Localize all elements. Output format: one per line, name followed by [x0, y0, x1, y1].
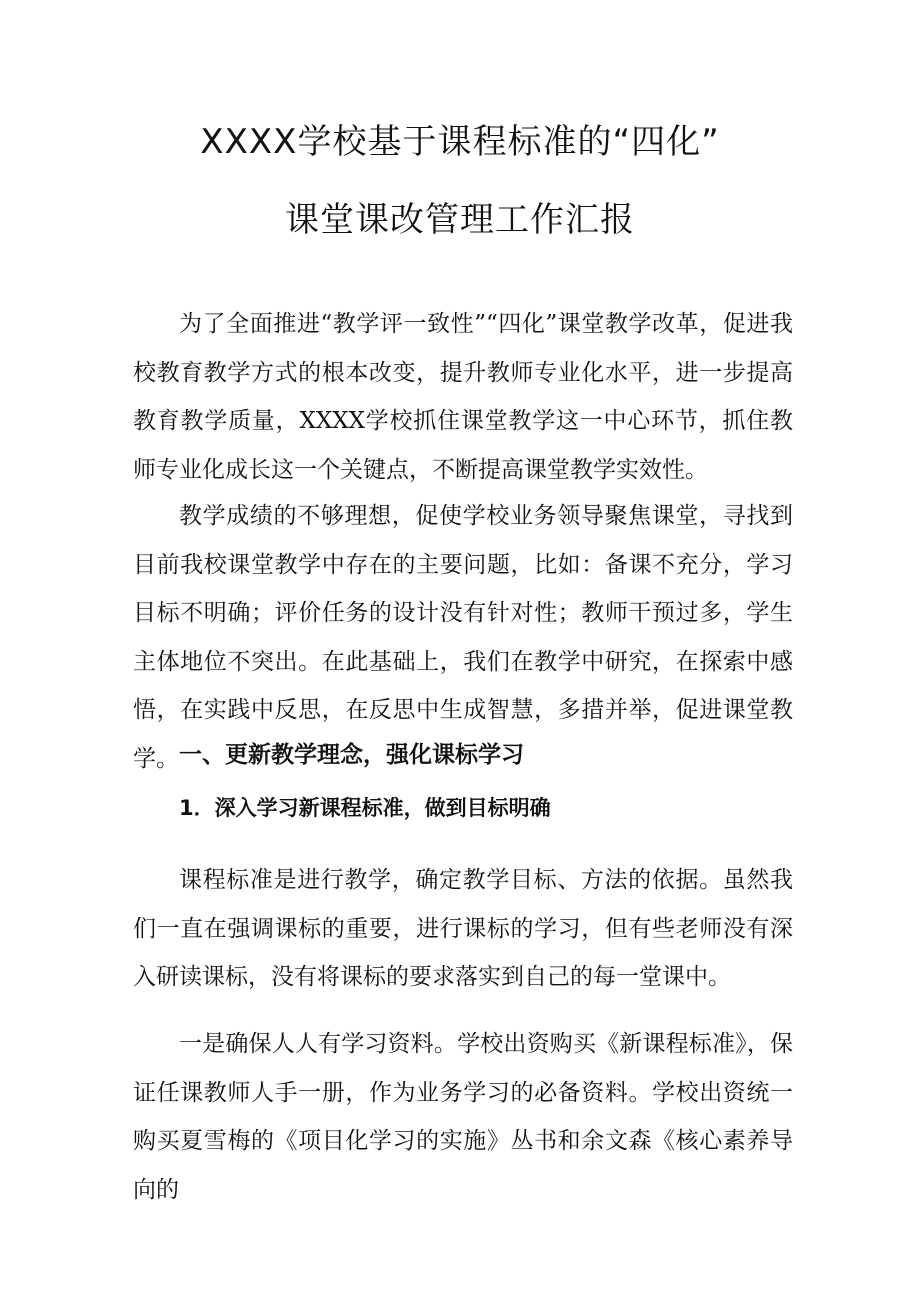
paragraph-intro: 为了全面推进“教学评一致性”“四化”课堂教学改革，促进我校教育教学方式的根本改变，提升教师专业化水平，进一步提高教育教学质量，XXXX学校抓住课堂教学这一中心环节，抓住教师专业化成长这一个关键点，不断提高课堂教学实效性。 [133, 311, 793, 483]
paragraph-study-materials: 一是确保人人有学习资料。学校出资购买《新课程标准》，保证任课教师人手一册，作为业务学习的必备资料。学校出资统一购买夏雪梅的《项目化学习的实施》丛书和余文森《核心素养导向的 [133, 1031, 793, 1203]
section-heading-1: 一、更新教学理念，强化课标学习 [179, 742, 524, 768]
paragraph-curriculum-standard: 课程标准是进行教学，确定教学目标、方法的依据。虽然我们一直在强调课标的重要，进行课标的学习，但有些老师没有深入研读课标，没有将课标的要求落实到自己的每一堂课中。 [133, 867, 793, 990]
subsection-heading-1-1: 1．深入学习新课程标准，做到目标明确 [179, 796, 551, 820]
document-title-line-2: 课堂课改管理工作汇报 [285, 200, 635, 240]
document-title-line-1: XXXX学校基于课程标准的“四化” [200, 122, 720, 162]
paragraph-problems: 教学成绩的不够理想，促使学校业务领导聚焦课堂，寻找到目前我校课堂教学中存在的主要问题，比如：备课不充分，学习目标不明确；评价任务的设计没有针对性；教师干预过多，学生主体地位不突出。在此基础上，我们在教学中研究，在探索中感悟，在实践中反思，在反思中生成智慧，多措并举，促进课堂教学。 [133, 503, 793, 772]
